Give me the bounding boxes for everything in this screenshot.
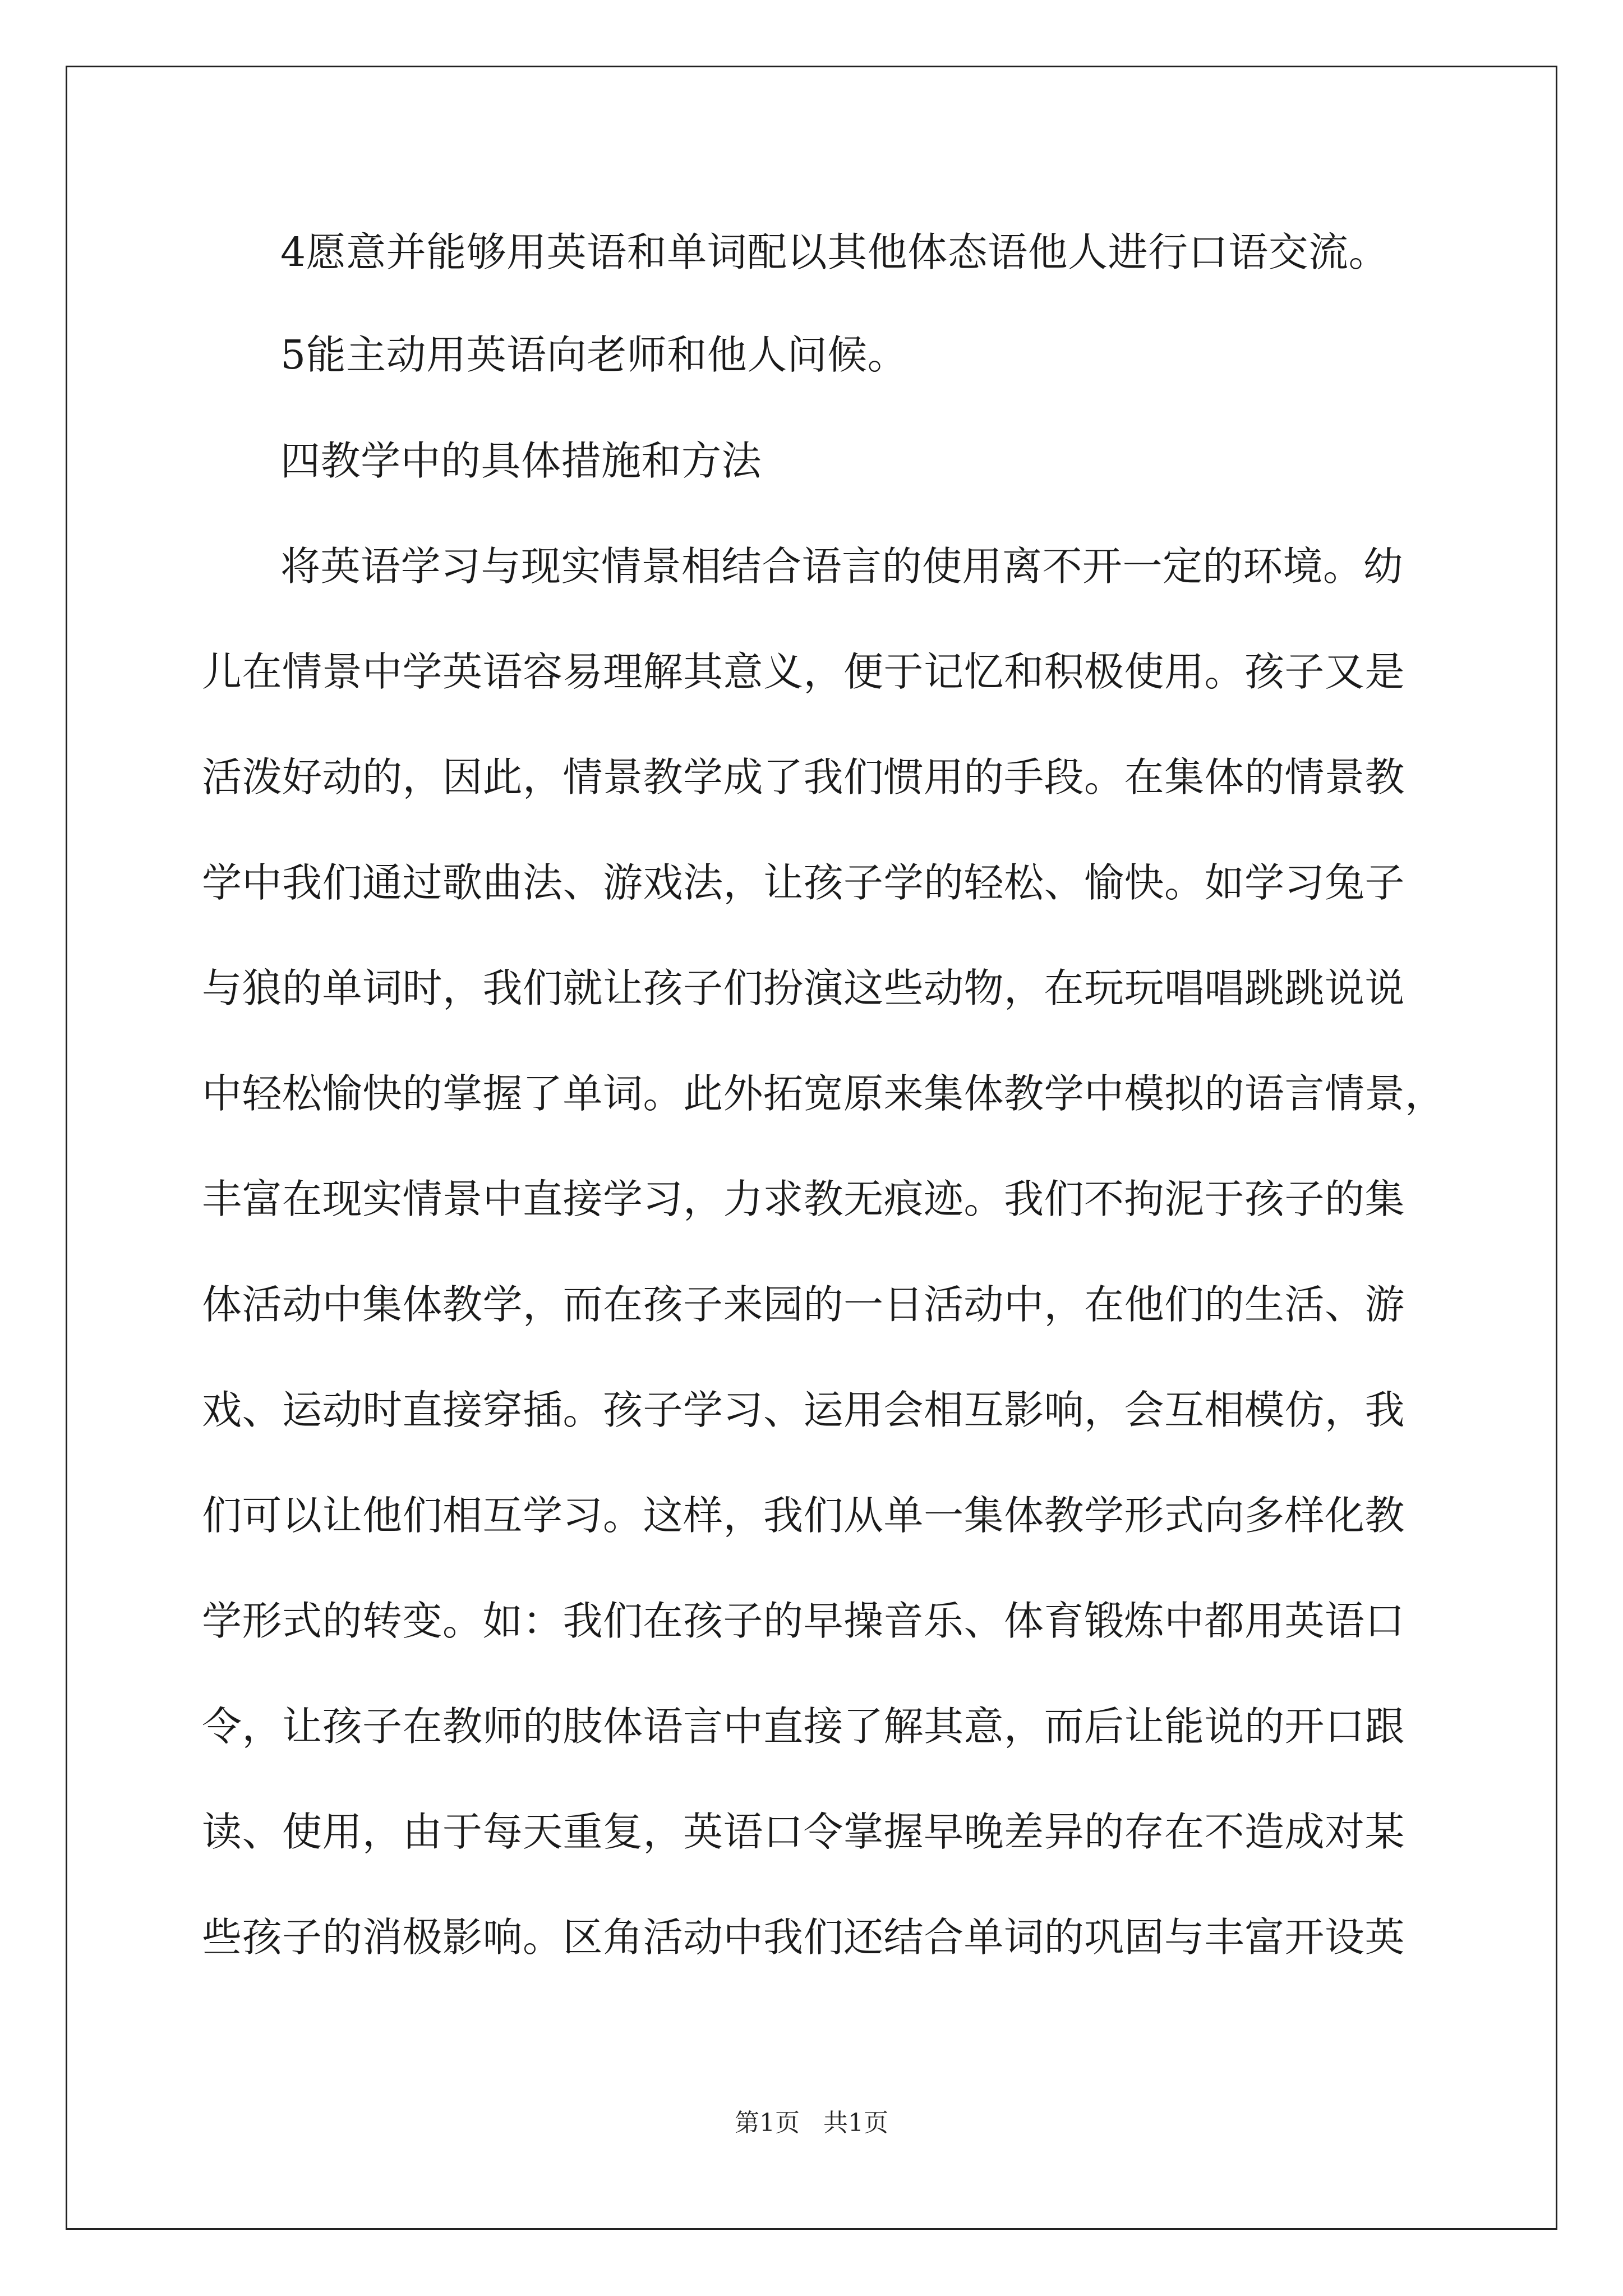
body-line: 些孩子的消极影响。区角活动中我们还结合单词的巩固与丰富开设英	[202, 1914, 1405, 1961]
paragraph-item-5: 5能主动用英语向老师和他人问候。	[280, 332, 908, 378]
body-line: 丰富在现实情景中直接学习，力求教无痕迹。我们不拘泥于孩子的集	[202, 1176, 1405, 1222]
paragraph-item-4: 4愿意并能够用英语和单词配以其他体态语他人进行口语交流。	[280, 229, 1389, 275]
body-line: 与狼的单词时，我们就让孩子们扮演这些动物，在玩玩唱唱跳跳说说	[202, 965, 1405, 1011]
body-line: 学中我们通过歌曲法、游戏法，让孩子学的轻松、愉快。如学习兔子	[202, 859, 1405, 906]
body-line: 将英语学习与现实情景相结合语言的使用离不开一定的环境。幼	[280, 543, 1404, 590]
body-line: 学形式的转变。如：我们在孩子的早操音乐、体育锻炼中都用英语口	[202, 1598, 1405, 1644]
page-footer	[0, 2106, 1623, 2140]
total-pages: 共1页	[823, 2109, 888, 2137]
page-border	[66, 66, 1557, 2230]
body-line: 活泼好动的，因此，情景教学成了我们惯用的手段。在集体的情景教	[202, 754, 1405, 800]
body-line: 们可以让他们相互学习。这样，我们从单一集体教学形式向多样化教	[202, 1492, 1405, 1539]
body-line: 中轻松愉快的掌握了单词。此外拓宽原来集体教学中模拟的语言情景，	[202, 1070, 1445, 1117]
page-number: 第1页	[735, 2109, 800, 2137]
body-line: 令，让孩子在教师的肢体语言中直接了解其意，而后让能说的开口跟	[202, 1703, 1405, 1750]
body-line: 戏、运动时直接穿插。孩子学习、运用会相互影响，会互相模仿，我	[202, 1387, 1405, 1433]
body-line: 读、使用，由于每天重复，英语口令掌握早晚差异的存在不造成对某	[202, 1809, 1405, 1855]
body-line: 体活动中集体教学，而在孩子来园的一日活动中，在他们的生活、游	[202, 1281, 1405, 1328]
body-line: 儿在情景中学英语容易理解其意义，便于记忆和积极使用。孩子又是	[202, 648, 1405, 695]
section-heading: 四教学中的具体措施和方法	[280, 438, 762, 484]
